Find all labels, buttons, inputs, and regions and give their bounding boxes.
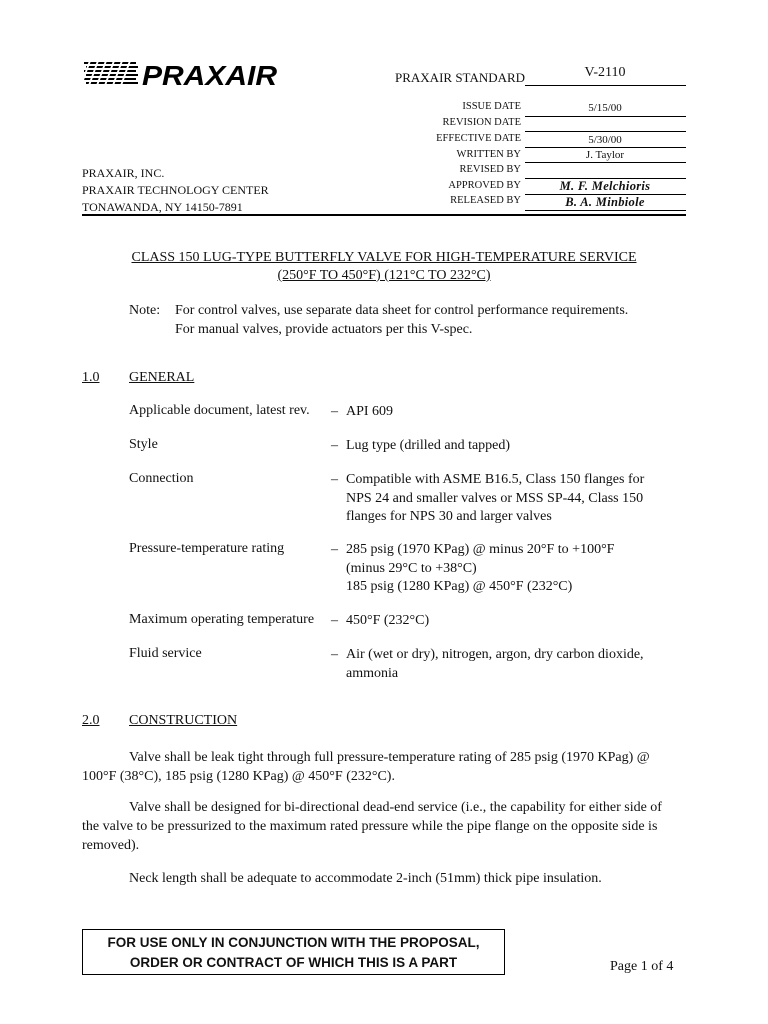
note-line: For manual valves, provide actuators per this V-spec. (175, 321, 473, 337)
effective-date-line (525, 147, 686, 148)
issue-date-label: ISSUE DATE (462, 101, 521, 112)
praxair-logo-graphic (82, 58, 282, 92)
spec-dash: – (331, 404, 338, 419)
spec-dash: – (331, 647, 338, 662)
revision-date-label: REVISION DATE (442, 117, 521, 128)
svg-text:PRAXAIR: PRAXAIR (142, 60, 278, 91)
spec-value (331, 541, 691, 597)
usage-notice-line: ORDER OR CONTRACT OF WHICH THIS IS A PART (129, 955, 458, 970)
note-line: For control valves, use separate data sheet for control performance requirements. (175, 303, 629, 318)
spec-value-line: 450°F (232°C) (346, 613, 430, 628)
spec-dash: – (331, 542, 338, 557)
approved-by-signature: M. F. Melchioris (559, 179, 651, 193)
written-by-label: WRITTEN BY (456, 149, 521, 160)
spec-value-line: ammonia (346, 665, 399, 681)
spec-label: Maximum operating temperature (129, 612, 315, 627)
spec-value-line: 185 psig (1280 KPag) @ 450°F (232°C) (346, 579, 573, 594)
standard-label: PRAXAIR STANDARD (395, 70, 526, 85)
spec-value-line: API 609 (346, 404, 394, 419)
praxair-logo (82, 58, 282, 92)
note-label: Note: (129, 303, 161, 318)
spec-label: Style (129, 437, 158, 452)
spec-value (331, 646, 691, 683)
spec-value (331, 403, 691, 422)
released-by-line (525, 210, 686, 211)
written-by-line (525, 162, 686, 163)
spec-label: Fluid service (129, 646, 202, 661)
approved-by-label: APPROVED BY (448, 180, 521, 191)
spec-dash: – (331, 438, 338, 453)
spec-value (331, 437, 691, 456)
company-address (82, 165, 269, 216)
released-by-label: RELEASED BY (450, 195, 521, 206)
spec-value-line: flanges for NPS 30 and larger valves (346, 509, 552, 524)
address-line: PRAXAIR TECHNOLOGY CENTER (82, 183, 269, 197)
address-line: TONAWANDA, NY 14150-7891 (82, 200, 243, 214)
section-2-number: 2.0 (82, 713, 100, 728)
section-2-title: CONSTRUCTION (129, 713, 238, 728)
usage-notice-line: FOR USE ONLY IN CONJUNCTION WITH THE PROPOSAL, (107, 935, 480, 950)
address-line: PRAXAIR, INC. (82, 166, 165, 180)
document-title-line2: (250°F TO 450°F) (121°C TO 232°C) (277, 268, 491, 283)
spec-dash: – (331, 613, 338, 628)
spec-value-line: 285 psig (1970 KPag) @ minus 20°F to +100°F (346, 542, 615, 557)
construction-paragraph: Valve shall be designed for bi-directional dead-end service (i.e., the capability for either side of the valve to be pressurized to the maximum rated pressure while the pipe flange on the opposite side is removed). (82, 800, 662, 853)
released-by-signature: B. A. Minbiole (565, 195, 645, 209)
effective-date-value: 5/30/00 (588, 134, 622, 146)
note-text (175, 302, 695, 339)
construction-paragraph: Neck length shall be adequate to accommodate 2-inch (51mm) thick pipe insulation. (129, 871, 602, 886)
written-by-value: J. Taylor (585, 149, 625, 161)
section-1-number: 1.0 (82, 370, 100, 385)
document-title-line1: CLASS 150 LUG-TYPE BUTTERFLY VALVE FOR HIGH-TEMPERATURE SERVICE (131, 250, 637, 265)
spec-value-line: Compatible with ASME B16.5, Class 150 flanges for (346, 472, 645, 487)
standard-number-underline (525, 85, 686, 86)
usage-notice-box (82, 929, 505, 975)
revised-by-label: REVISED BY (459, 164, 521, 175)
header-divider (82, 214, 686, 216)
page-number: Page 1 of 4 (610, 959, 674, 974)
spec-value-line: (minus 29°C to +38°C) (346, 560, 477, 576)
issue-date-line (525, 116, 686, 117)
spec-value (331, 471, 691, 527)
effective-date-label: EFFECTIVE DATE (436, 133, 521, 144)
spec-label: Applicable document, latest rev. (129, 403, 310, 418)
spec-value (331, 612, 691, 631)
standard-number: V-2110 (584, 65, 626, 80)
spec-value-line: Air (wet or dry), nitrogen, argon, dry carbon dioxide, (346, 647, 644, 662)
issue-date-value: 5/15/00 (588, 102, 622, 114)
revision-date-line (525, 131, 686, 132)
spec-value-line: NPS 24 and smaller valves or MSS SP-44, Class 150 (346, 490, 644, 506)
construction-paragraph: Valve shall be leak tight through full pressure-temperature rating of 285 psig (1970 KPag) @ 100°F (38°C), 185 psig (1280 KPag) @ 450°F (232°C). (82, 750, 650, 784)
spec-dash: – (331, 472, 338, 487)
spec-label: Pressure-temperature rating (129, 541, 285, 556)
section-1-title: GENERAL (129, 370, 195, 385)
spec-label: Connection (129, 471, 194, 486)
spec-value-line: Lug type (drilled and tapped) (346, 438, 511, 453)
